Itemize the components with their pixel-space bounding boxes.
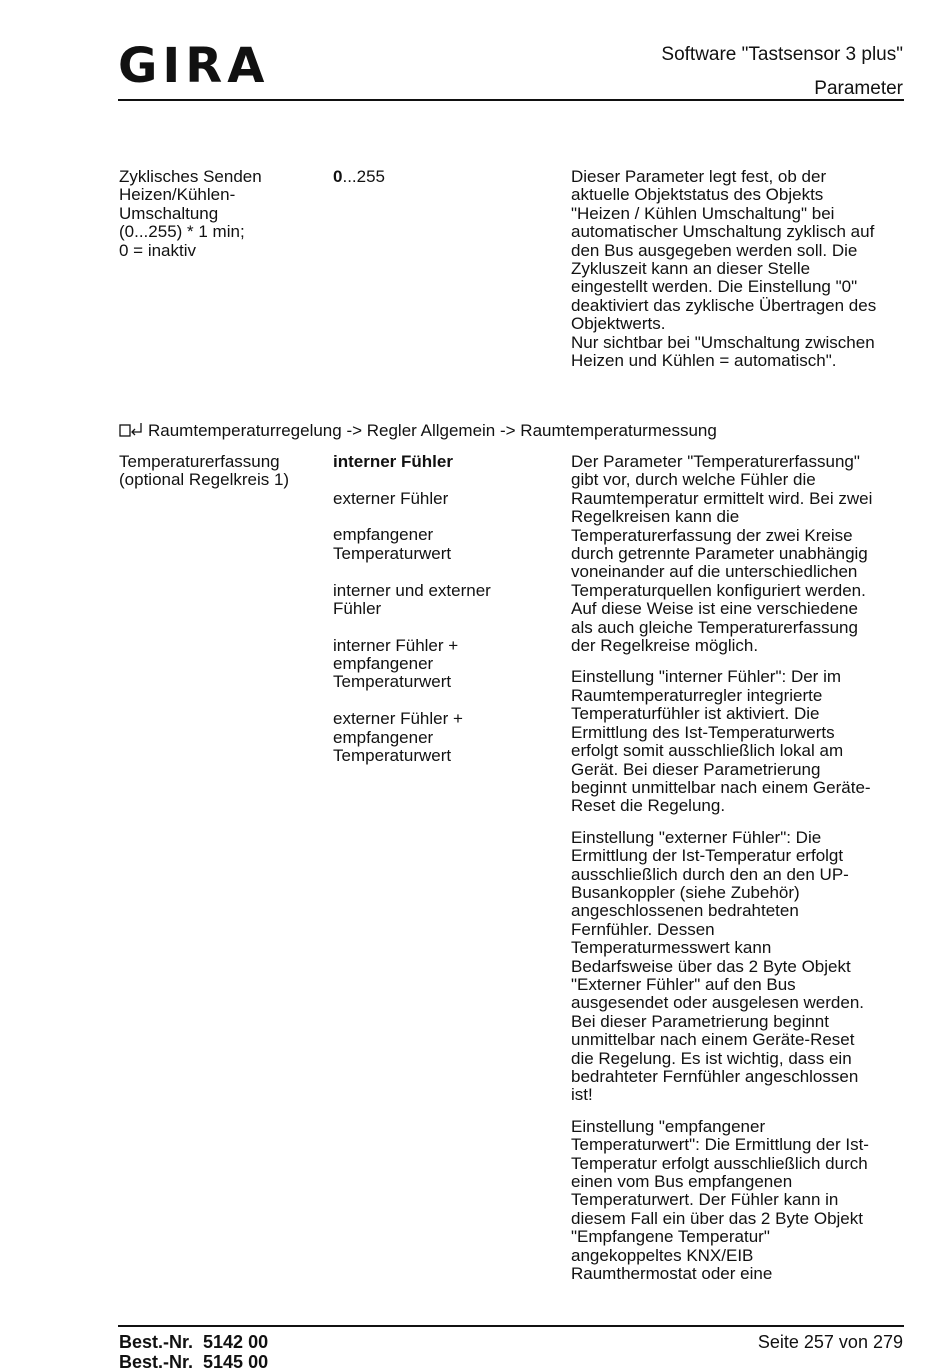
text-line: empfangener bbox=[333, 526, 558, 544]
parameter-name-temperature bbox=[119, 453, 324, 490]
text-line: Bei dieser Parametrierung beginnt bbox=[571, 1013, 911, 1031]
text-line: Zyklisches Senden bbox=[119, 168, 324, 186]
order-number: Best.-Nr. 5142 00 bbox=[119, 1333, 268, 1353]
text-line: ausgesendet oder ausgelesen werden. bbox=[571, 994, 911, 1012]
gira-logo: GIRA bbox=[118, 42, 269, 90]
option bbox=[333, 710, 558, 765]
text-line: externer Fühler + bbox=[333, 710, 558, 728]
text-line: Reset die Regelung. bbox=[571, 797, 911, 815]
text-line: Gerät. Bei dieser Parametrierung bbox=[571, 761, 911, 779]
text-line: erfolgt somit ausschließlich lokal am bbox=[571, 742, 911, 760]
order-numbers bbox=[119, 1333, 268, 1372]
text-line: der Regelkreise möglich. bbox=[571, 637, 911, 655]
text-line: Auf diese Weise ist eine verschiedene bbox=[571, 600, 911, 618]
option bbox=[333, 582, 558, 619]
text-line: Objektwerts. bbox=[571, 315, 911, 333]
text-line: Temperaturwert bbox=[333, 747, 558, 765]
text-line: einen vom Bus empfangenen bbox=[571, 1173, 911, 1191]
option-default bbox=[333, 453, 558, 471]
description-paragraph bbox=[571, 829, 911, 1105]
text-line: Nur sichtbar bei "Umschaltung zwischen bbox=[571, 334, 911, 352]
text-line: automatischer Umschaltung zyklisch auf bbox=[571, 223, 911, 241]
option bbox=[333, 637, 558, 692]
text-line: Temperaturwert. Der Fühler kann in bbox=[571, 1191, 911, 1209]
text-line: beginnt unmittelbar nach einem Geräte- bbox=[571, 779, 911, 797]
text-line: "Empfangene Temperatur" bbox=[571, 1228, 911, 1246]
default-value: 0 bbox=[333, 167, 342, 186]
text-line: Heizen und Kühlen = automatisch". bbox=[571, 352, 911, 370]
text-line: als auch gleiche Temperaturerfassung bbox=[571, 619, 911, 637]
text-line: Umschaltung bbox=[119, 205, 324, 223]
text-line: Ermittlung des Ist-Temperaturwerts bbox=[571, 724, 911, 742]
text-line: (optional Regelkreis 1) bbox=[119, 471, 324, 489]
text-line: Temperaturwert": Die Ermittlung der Ist- bbox=[571, 1136, 911, 1154]
text-line: Temperaturquellen konfiguriert werden. bbox=[571, 582, 911, 600]
text-line: ausschließlich durch den an den UP- bbox=[571, 866, 911, 884]
text-line: Einstellung "externer Fühler": Die bbox=[571, 829, 911, 847]
text-line: Dieser Parameter legt fest, ob der bbox=[571, 168, 911, 186]
text-line: die Regelung. Es ist wichtig, dass ein bbox=[571, 1050, 911, 1068]
text-line: empfangener bbox=[333, 729, 558, 747]
text-line: interner Fühler bbox=[333, 453, 558, 471]
text-line: durch getrennte Parameter unabhängig bbox=[571, 545, 911, 563]
text-line: Temperaturmesswert kann bbox=[571, 939, 911, 957]
text-line: Temperaturfühler ist aktiviert. Die bbox=[571, 705, 911, 723]
text-line: unmittelbar nach einem Geräte-Reset bbox=[571, 1031, 911, 1049]
text-line: den Bus ausgegeben werden soll. Die bbox=[571, 242, 911, 260]
value-range: ...255 bbox=[342, 167, 385, 186]
text-line: ist! bbox=[571, 1086, 911, 1104]
text-line: interner und externer bbox=[333, 582, 558, 600]
text-line: externer Fühler bbox=[333, 490, 558, 508]
text-line: voneinander auf die unterschiedlichen bbox=[571, 563, 911, 581]
text-line: aktuelle Objektstatus des Objekts bbox=[571, 186, 911, 204]
text-line: Raumtemperatur ermittelt wird. Bei zwei bbox=[571, 490, 911, 508]
text-line: empfangener bbox=[333, 655, 558, 673]
header-rule bbox=[118, 99, 904, 101]
text-line: 0 = inaktiv bbox=[119, 242, 324, 260]
text-line: diesem Fall ein über das 2 Byte Objekt bbox=[571, 1210, 911, 1228]
parameter-value-cyclic bbox=[333, 168, 558, 186]
text-line: Einstellung "interner Fühler": Der im bbox=[571, 668, 911, 686]
text-line: Temperatur erfolgt ausschließlich durch bbox=[571, 1155, 911, 1173]
text-line: Regelkreisen kann die bbox=[571, 508, 911, 526]
document-title: Software "Tastsensor 3 plus" bbox=[661, 38, 903, 72]
description-paragraph bbox=[571, 1118, 911, 1284]
option bbox=[333, 526, 558, 563]
parameter-options-temperature bbox=[333, 453, 558, 784]
option bbox=[333, 490, 558, 508]
text-line: gibt vor, durch welche Fühler die bbox=[571, 471, 911, 489]
page-header bbox=[661, 38, 903, 106]
text-line: angekoppeltes KNX/EIB bbox=[571, 1247, 911, 1265]
text-line: eingestellt werden. Die Einstellung "0" bbox=[571, 278, 911, 296]
description-paragraph bbox=[571, 668, 911, 815]
text-line: Temperaturerfassung der zwei Kreise bbox=[571, 527, 911, 545]
text-line: Ermittlung der Ist-Temperatur erfolgt bbox=[571, 847, 911, 865]
page-number: Seite 257 von 279 bbox=[758, 1333, 903, 1353]
parameter-description-cyclic bbox=[571, 168, 911, 370]
text-line: Heizen/Kühlen- bbox=[119, 186, 324, 204]
section-path-heading bbox=[119, 421, 717, 443]
section-path: Raumtemperaturregelung -> Regler Allgemein -> Raumtemperaturmessung bbox=[148, 421, 717, 440]
text-line: Bedarfsweise über das 2 Byte Objekt bbox=[571, 958, 911, 976]
navigation-tree-icon bbox=[119, 422, 143, 443]
text-line: "Heizen / Kühlen Umschaltung" bei bbox=[571, 205, 911, 223]
text-line: Zykluszeit kann an dieser Stelle bbox=[571, 260, 911, 278]
description-paragraph bbox=[571, 453, 911, 655]
footer-rule bbox=[118, 1325, 904, 1327]
text-line: Einstellung "empfangener bbox=[571, 1118, 911, 1136]
text-line: angeschlossenen bedrahteten bbox=[571, 902, 911, 920]
text-line: "Externer Fühler" auf den Bus bbox=[571, 976, 911, 994]
parameter-name-cyclic bbox=[119, 168, 324, 260]
text-line: bedrahteter Fernfühler angeschlossen bbox=[571, 1068, 911, 1086]
text-line: Fühler bbox=[333, 600, 558, 618]
text-line: (0...255) * 1 min; bbox=[119, 223, 324, 241]
text-line: Temperaturwert bbox=[333, 545, 558, 563]
text-line: Raumtemperaturregler integrierte bbox=[571, 687, 911, 705]
text-line: Temperaturwert bbox=[333, 673, 558, 691]
parameter-description-temperature bbox=[571, 453, 911, 1296]
text-line: Busankoppler (siehe Zubehör) bbox=[571, 884, 911, 902]
text-line: Fernfühler. Dessen bbox=[571, 921, 911, 939]
text-line: Raumthermostat oder eine bbox=[571, 1265, 911, 1283]
text-line: interner Fühler + bbox=[333, 637, 558, 655]
text-line: deaktiviert das zyklische Übertragen des bbox=[571, 297, 911, 315]
order-number: Best.-Nr. 5145 00 bbox=[119, 1353, 268, 1372]
document-subtitle: Parameter bbox=[661, 72, 903, 106]
text-line: Temperaturerfassung bbox=[119, 453, 324, 471]
text-line: Der Parameter "Temperaturerfassung" bbox=[571, 453, 911, 471]
